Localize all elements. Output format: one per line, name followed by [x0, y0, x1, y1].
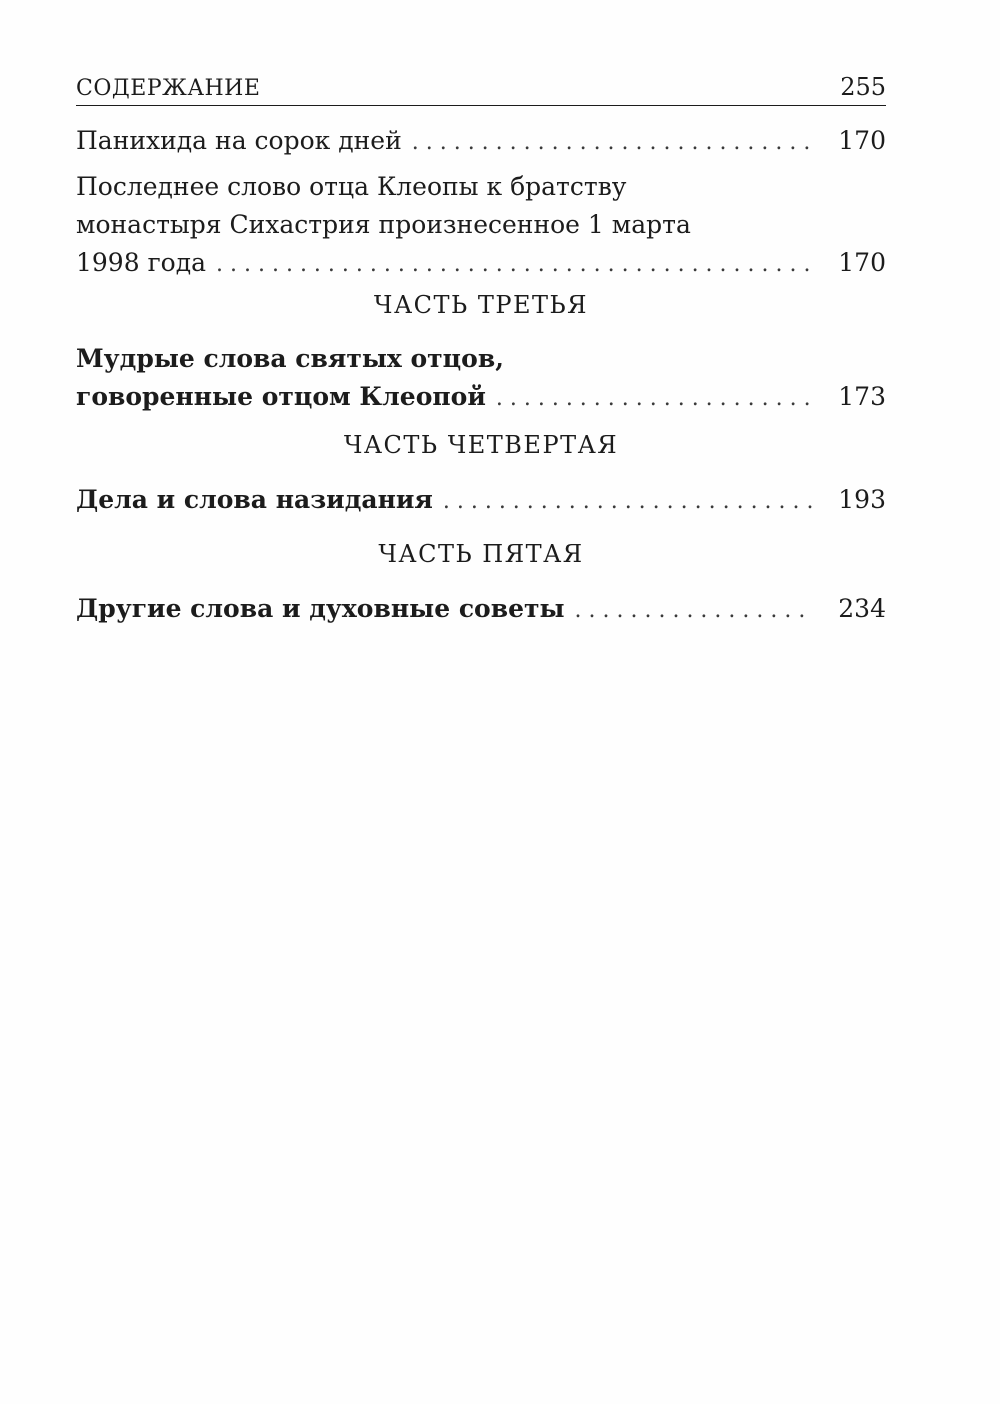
toc-entry-title-line-3: 1998 года	[76, 248, 207, 277]
running-head-page-number: 255	[840, 73, 886, 101]
running-head-title: СОДЕРЖАНИЕ	[76, 76, 261, 101]
toc-entry-page: 170	[838, 248, 886, 277]
toc-entry-title-line-1: Мудрые слова святых отцов,	[76, 344, 504, 373]
toc-entry-page: 234	[838, 594, 886, 623]
toc-entry-last-word[interactable]	[76, 168, 886, 284]
toc-entry-title-line-1: Последнее слово отца Клеопы к братству	[76, 172, 627, 201]
toc-entry-page: 173	[838, 382, 886, 411]
toc-entry-page: 193	[838, 485, 886, 514]
toc-entry-title-line-2: монастыря Сихастрия произнесенное 1 марта	[76, 210, 691, 239]
dot-leader	[575, 592, 814, 630]
toc-entry-other-words[interactable]	[76, 590, 886, 630]
part-heading-third: ЧАСТЬ ТРЕТЬЯ	[373, 291, 589, 319]
toc-entry-panikhida[interactable]	[76, 122, 886, 162]
dot-leader	[412, 124, 814, 162]
running-head	[76, 70, 886, 106]
toc-entry-page: 170	[838, 126, 886, 155]
toc-entry-deeds-words[interactable]	[76, 481, 886, 521]
part-heading-fourth: ЧАСТЬ ЧЕТВЕРТАЯ	[343, 431, 619, 459]
part-heading-fifth: ЧАСТЬ ПЯТАЯ	[378, 540, 584, 568]
dot-leader	[443, 483, 814, 521]
dot-leader	[496, 380, 814, 418]
toc-entry-title: Дела и слова назидания	[76, 485, 433, 514]
toc-entry-title: Другие слова и духовные советы	[76, 594, 565, 623]
toc-entry-title-line-2: говоренные отцом Клеопой	[76, 382, 486, 411]
toc-entry-title: Панихида на сорок дней	[76, 126, 402, 155]
dot-leader	[216, 246, 814, 284]
toc-entry-wise-words[interactable]	[76, 340, 886, 418]
